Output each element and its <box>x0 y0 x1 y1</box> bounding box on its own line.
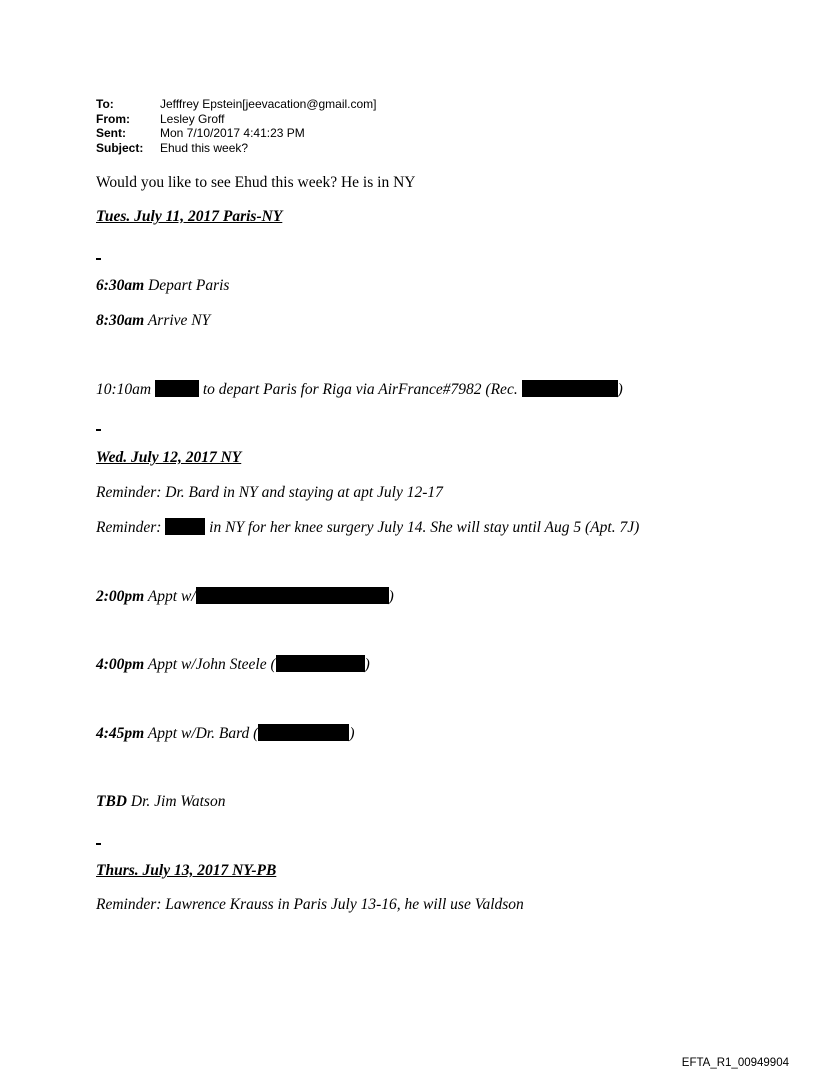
event-time: 8:30am <box>96 312 145 329</box>
day1-event-arrive <box>96 312 210 330</box>
from-value: Lesley Groff <box>160 111 225 126</box>
event-time: TBD <box>96 793 127 810</box>
from-row <box>96 112 377 127</box>
sent-value: Mon 7/10/2017 4:41:23 PM <box>160 126 305 140</box>
event-text: ) <box>349 725 355 742</box>
subject-value: Ehud this week? <box>160 140 249 155</box>
day2-event-watson <box>96 793 225 811</box>
event-text: Appt w/Dr. Bard ( <box>144 725 259 742</box>
subject-label: Subject: <box>96 140 144 155</box>
sent-row <box>96 126 377 141</box>
reminder-text: in NY for her knee surgery July 14. She will stay until Aug 5 (Apt. 7J) <box>205 519 640 536</box>
day1-event-depart <box>96 277 229 295</box>
separator-dash <box>96 258 101 260</box>
reminder-text: Reminder: <box>96 519 166 536</box>
event-text: ) <box>617 381 623 398</box>
day1-heading: Tues. July 11, 2017 Paris-NY <box>96 208 283 225</box>
to-value: Jefffrey Epstein[jeevacation@gmail.com] <box>160 97 377 111</box>
separator-dash <box>96 429 101 431</box>
separator-dash <box>96 843 101 845</box>
intro-text: Would you like to see Ehud this week? He is in NY <box>96 174 416 191</box>
event-text: 10:10am <box>96 381 155 398</box>
event-time: 6:30am <box>96 277 145 294</box>
event-time: 4:45pm <box>96 725 145 742</box>
sent-label: Sent: <box>96 126 126 140</box>
event-text: Appt w/John Steele ( <box>144 656 276 673</box>
redaction-block <box>155 380 199 397</box>
subject-row <box>96 141 377 156</box>
day2-reminder-2 <box>96 518 639 537</box>
redaction-block <box>165 518 205 535</box>
event-text: to depart Paris for Riga via AirFrance#7982 (Rec. <box>198 381 522 398</box>
day1-event-riga <box>96 380 623 399</box>
day2-event-steele <box>96 655 370 674</box>
event-time: 2:00pm <box>96 588 145 605</box>
event-text: Appt w/ <box>144 588 196 605</box>
day2-reminder-1: Reminder: Dr. Bard in NY and staying at apt July 12-17 <box>96 484 443 501</box>
redaction-block <box>196 587 389 604</box>
day3-reminder-1: Reminder: Lawrence Krauss in Paris July 13-16, he will use Valdson <box>96 896 524 913</box>
redaction-block <box>522 380 618 397</box>
event-text: Dr. Jim Watson <box>127 793 226 810</box>
from-label: From: <box>96 111 130 126</box>
redaction-block <box>258 724 349 741</box>
event-time: 4:00pm <box>96 656 145 673</box>
email-header <box>96 97 377 155</box>
redaction-block <box>276 655 365 672</box>
day2-heading: Wed. July 12, 2017 NY <box>96 449 242 466</box>
event-text: ) <box>388 588 394 605</box>
to-label: To: <box>96 97 114 111</box>
to-row <box>96 97 377 112</box>
day2-event-appt <box>96 587 394 606</box>
event-text: Depart Paris <box>144 277 230 294</box>
event-text: Arrive NY <box>144 312 211 329</box>
day3-heading: Thurs. July 13, 2017 NY-PB <box>96 862 277 879</box>
day2-event-bard <box>96 724 355 743</box>
event-text: ) <box>364 656 370 673</box>
document-id: EFTA_R1_00949904 <box>681 1057 789 1069</box>
